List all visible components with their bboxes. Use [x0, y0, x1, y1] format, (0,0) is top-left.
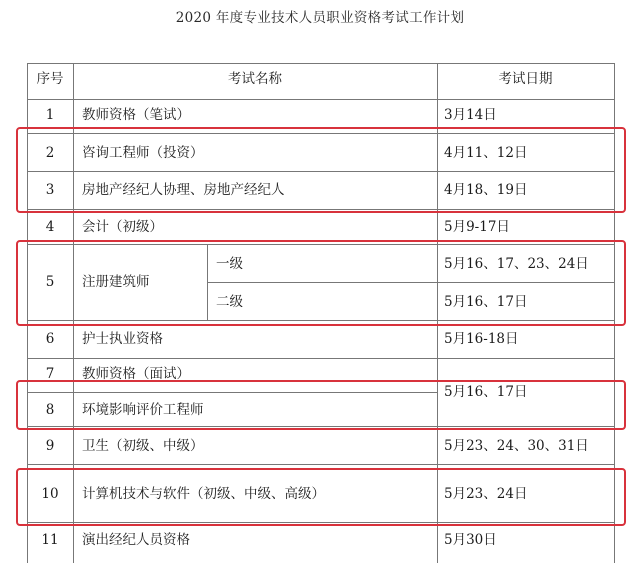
- row-no: 5: [45, 274, 55, 290]
- row-exam-date: 5月16、17日: [444, 294, 528, 310]
- row-sub-level: 一级: [216, 256, 243, 272]
- row-exam-name: 教师资格（笔试）: [82, 107, 190, 123]
- row-exam-name: 房地产经纪人协理、房地产经纪人: [82, 182, 285, 198]
- header-no: 序号: [36, 71, 64, 87]
- table-border-top: [27, 63, 614, 64]
- row-exam-name: 教师资格（面试）: [82, 366, 190, 382]
- row-exam-date: 3月14日: [444, 107, 497, 123]
- highlight-box: [16, 468, 626, 526]
- row-exam-date: 4月18、19日: [444, 182, 528, 198]
- row-no: 9: [45, 438, 55, 454]
- row-no: 11: [41, 532, 59, 548]
- row-exam-name: 卫生（初级、中级）: [82, 438, 204, 454]
- highlight-box: [16, 380, 626, 430]
- row-no: 1: [45, 107, 55, 123]
- row-no: 10: [41, 486, 59, 502]
- row-sub-level: 二级: [216, 294, 243, 310]
- row-no: 8: [45, 402, 55, 418]
- row-no: 6: [45, 331, 55, 347]
- row-exam-date: 5月16、17、23、24日: [444, 256, 589, 272]
- row-exam-date: 5月30日: [444, 532, 497, 548]
- row-exam-date: 5月16、17日: [444, 384, 528, 400]
- row-no: 4: [45, 219, 55, 235]
- row-exam-name: 咨询工程师（投资）: [82, 145, 204, 161]
- row-exam-name: 环境影响评价工程师: [82, 402, 204, 418]
- row-no: 7: [45, 366, 55, 382]
- highlight-box: [16, 240, 626, 326]
- table-rule: [27, 464, 614, 465]
- table-rule: [27, 99, 614, 100]
- row-exam-name: 护士执业资格: [82, 331, 163, 347]
- row-exam-date: 4月11、12日: [444, 145, 528, 161]
- row-no: 3: [45, 182, 55, 198]
- header-exam-date: 考试日期: [498, 71, 553, 87]
- row-exam-name: 会计（初级）: [82, 219, 163, 235]
- row-exam-name: 计算机技术与软件（初级、中级、高级）: [82, 486, 325, 502]
- page-title: 2020 年度专业技术人员职业资格考试工作计划: [175, 10, 465, 26]
- table-rule: [27, 358, 614, 359]
- row-exam-date: 5月23、24、30、31日: [444, 438, 589, 454]
- row-exam-date: 5月23、24日: [444, 486, 528, 502]
- row-exam-date: 5月16-18日: [444, 331, 519, 347]
- row-no: 2: [45, 145, 55, 161]
- highlight-box: [16, 127, 626, 213]
- row-exam-name: 演出经纪人员资格: [82, 532, 190, 548]
- row-exam-name: 注册建筑师: [82, 274, 150, 290]
- row-exam-date: 5月9-17日: [444, 219, 510, 235]
- header-exam-name: 考试名称: [228, 71, 282, 87]
